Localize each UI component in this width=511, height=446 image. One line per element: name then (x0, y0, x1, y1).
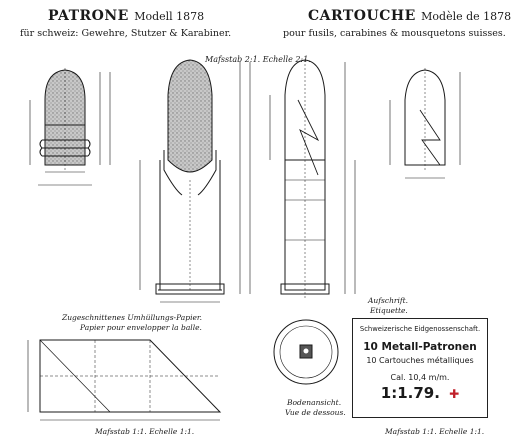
base-title-fr: Vue de dessous. (285, 408, 346, 417)
bullet-left-view (30, 68, 110, 185)
inscription-title-de: Aufschrift. (368, 296, 409, 305)
base-view (274, 320, 338, 384)
scale-label-top: Mafsstab 2:1. Echelle 2:1. (205, 55, 311, 64)
title-fr-main: CARTOUCHE (308, 8, 416, 24)
subtitle-de: für schweiz: Gewehre, Stutzer & Karabiner. (20, 28, 232, 39)
box-label-line4: Cal. 10,4 m/m. (390, 373, 450, 382)
cartridge-elevation (270, 60, 355, 300)
box-label (352, 318, 488, 418)
swiss-cross-icon: ✚ (449, 387, 460, 401)
inscription-title-fr: Etiquette. (370, 306, 408, 315)
box-label-line5 (353, 384, 487, 402)
box-label-line2: 10 Metall-Patronen (363, 341, 477, 353)
wrapper-title-de: Zugeschnittenes Umhüllungs-Papier. (62, 313, 203, 322)
wrapper-scale: Mafsstab 1:1. Echelle 1:1. (95, 427, 195, 436)
base-title-de: Bodenansicht. (287, 398, 342, 407)
bullet-right-view (390, 68, 460, 178)
subtitle-fr: pour fusils, carabines & mousquetons suisses. (283, 28, 506, 39)
wrapper-paper-pattern (28, 340, 220, 420)
box-label-line3: 10 Cartouches métalliques (366, 356, 474, 365)
title-de-main: PATRONE (48, 8, 129, 24)
cartridge-section (140, 60, 250, 302)
title-de-model: Modell 1878 (134, 10, 205, 23)
inscription-scale: Mafsstab 1:1. Echelle 1:1. (385, 427, 485, 436)
box-label-ratio: 1:1.79. (380, 384, 440, 402)
title-fr-model: Modèle de 1878 (421, 10, 511, 23)
wrapper-title-fr: Papier pour envelopper la balle. (80, 323, 202, 332)
box-label-line1: Schweizerische Eidgenossenschaft. (359, 325, 481, 333)
